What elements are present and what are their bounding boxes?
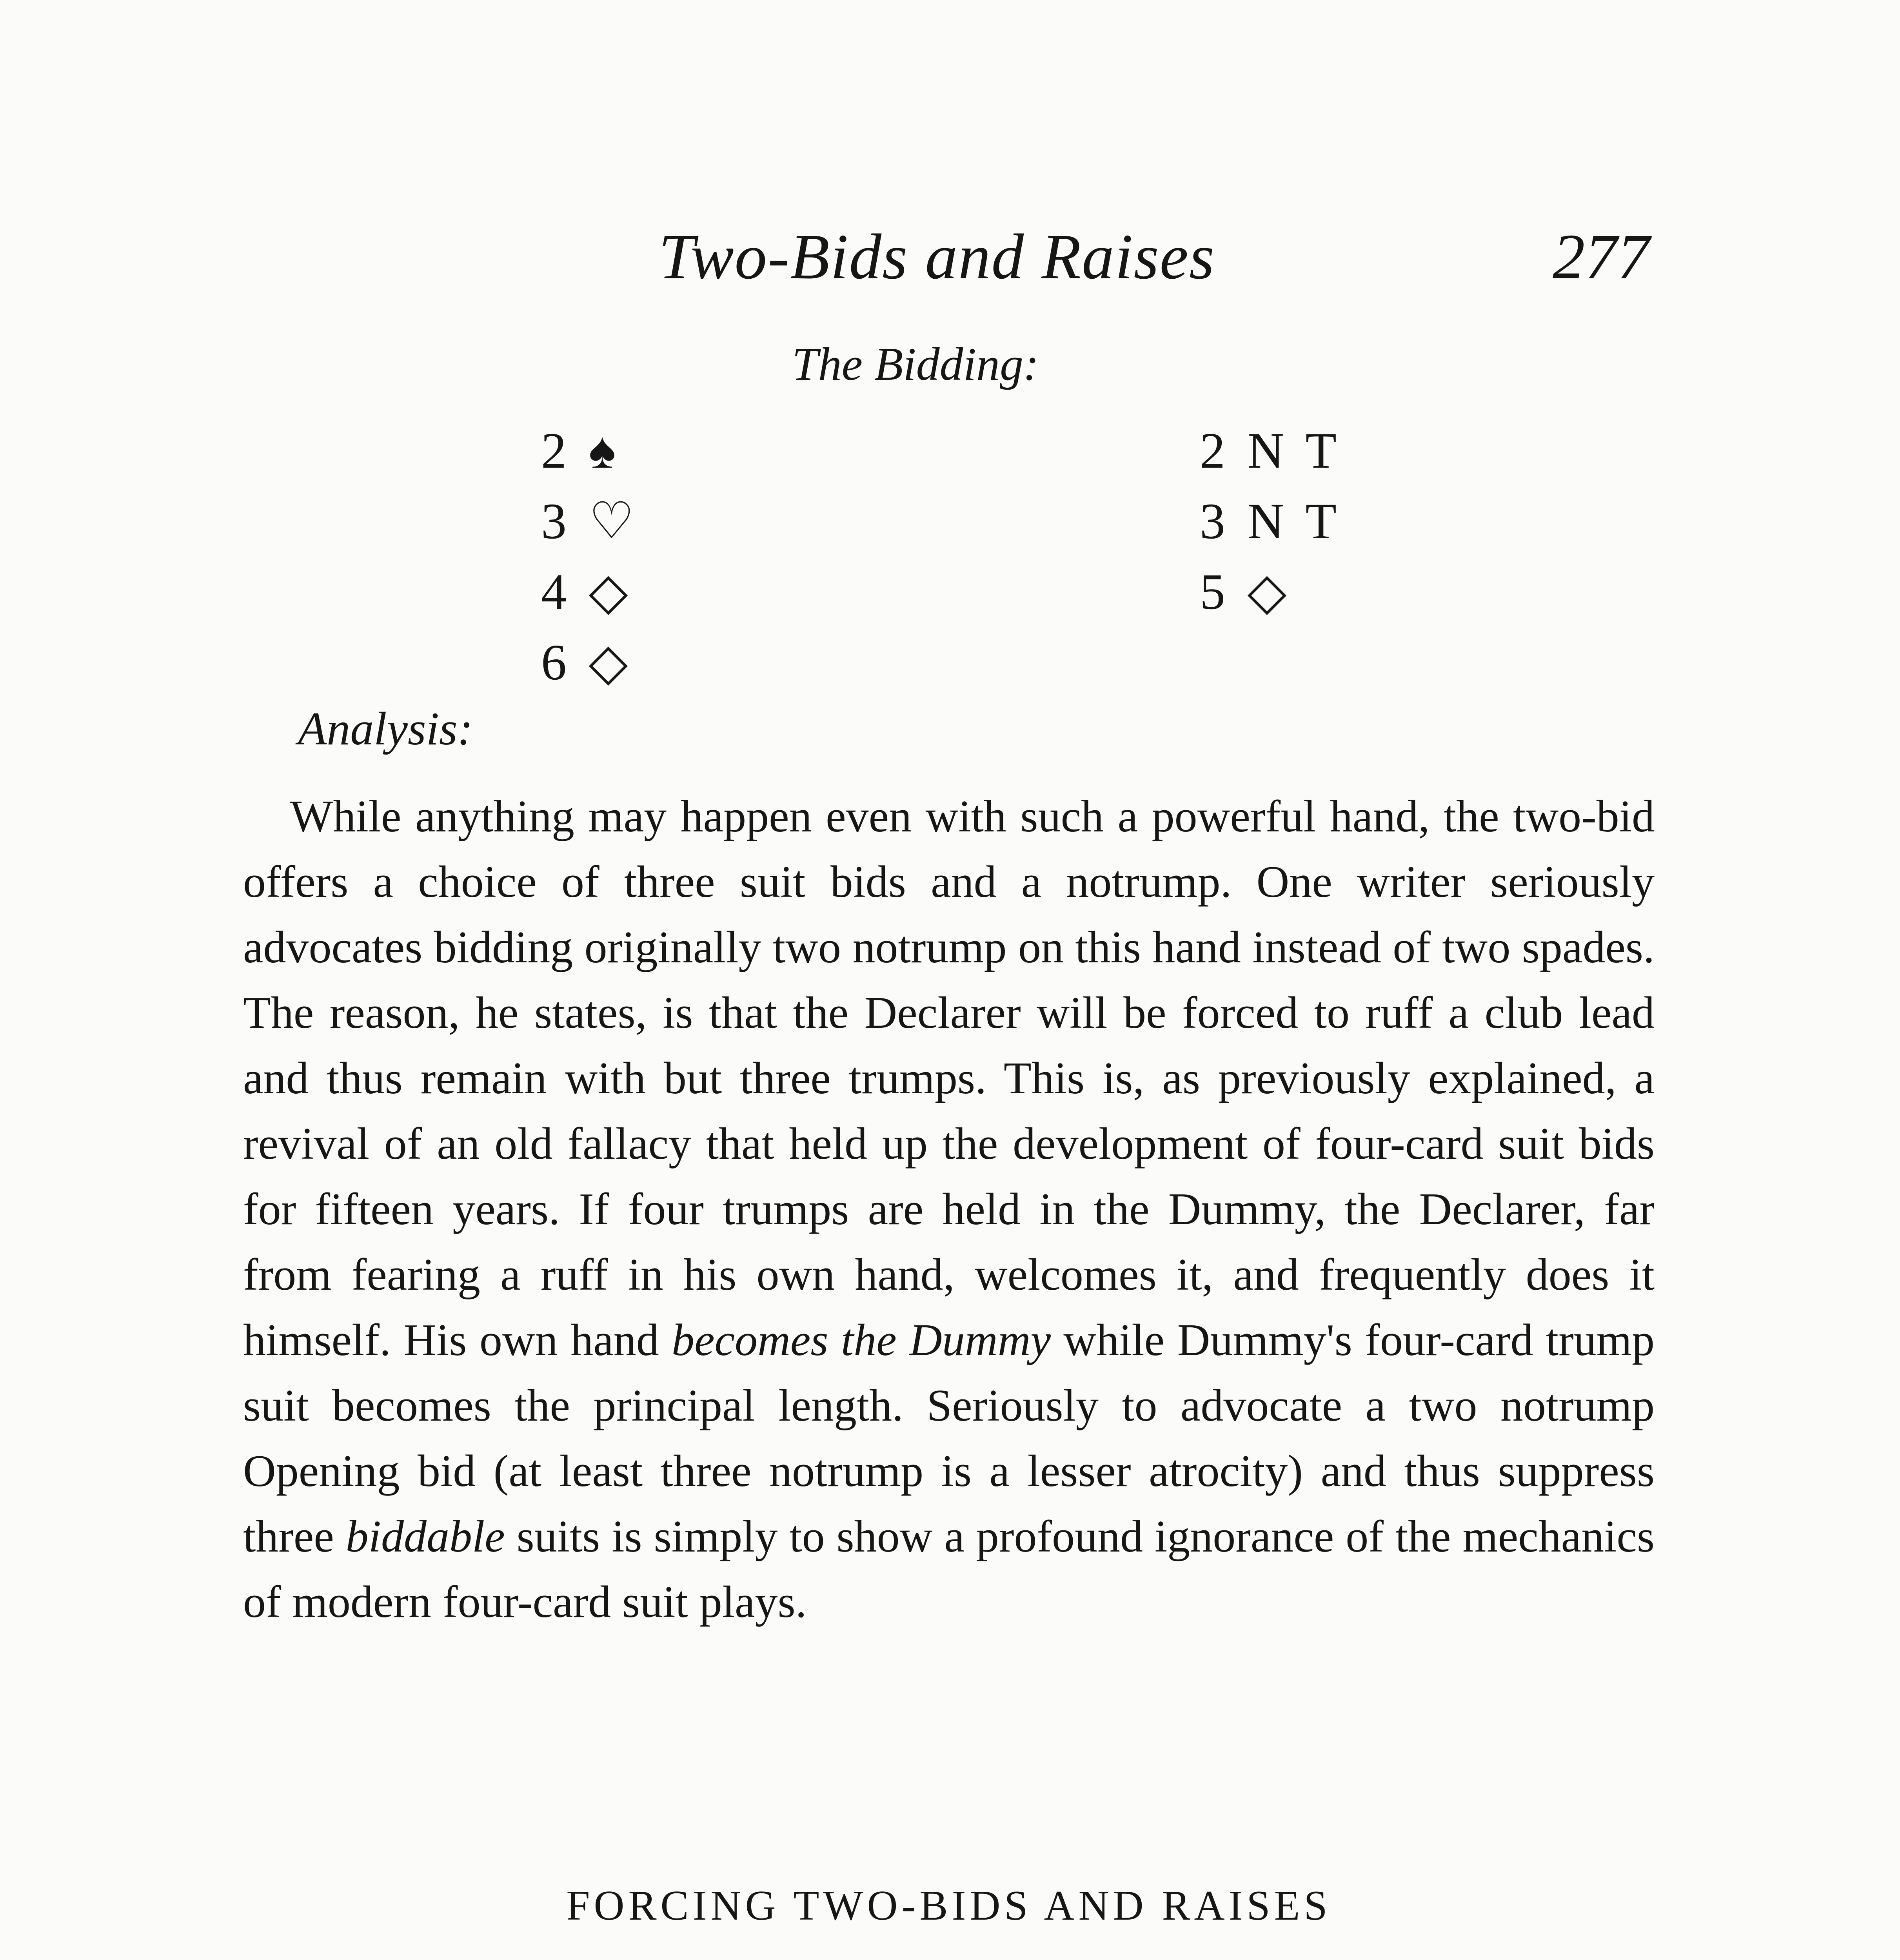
analysis-paragraph (243, 784, 1655, 1635)
analysis-italic-biddable: biddable (345, 1512, 505, 1562)
bid-left-1: 2 ♠ (541, 423, 621, 479)
analysis-text-part: suits is simply to show a profound ignorance of the mechanics of modern four-card suit plays. (243, 1512, 1655, 1627)
bid-left-4: 6 ◇ (541, 634, 633, 691)
analysis-text-part: While anything may happen even with such a powerful hand, the two-bid offers a choice of three suit bids and a notrump. One writer seriously advocates bidding originally two notrump on this hand instead of two spades. The reason, he states, is that the Declarer will be forced to ruff a club lead and thus remain with but three trumps. This is, as previously explained, a revival of an old fallacy that held up the development of four-card suit bids for fifteen years. If four trumps are held in the Dummy, the Declarer, far from fearing a ruff in his own hand, welcomes it, and frequently does it himself. His own hand (243, 791, 1655, 1365)
bid-left-3: 4 ◇ (541, 564, 633, 620)
bid-right-1: 2 N T (1200, 423, 1341, 479)
section-heading: FORCING TWO-BIDS AND RAISES (566, 1882, 1331, 1929)
bid-left-2: 3 ♡ (541, 493, 639, 550)
page-number: 277 (1553, 221, 1650, 292)
analysis-text-part: while Dummy's four-card trump suit becomes the principal length. Seriously to advocate a two notrump Opening bid (at least three notrump is a lesser atrocity) and thus suppress three (243, 1315, 1655, 1562)
bidding-right-column (1200, 416, 1341, 627)
bidding-caption: The Bidding: (792, 338, 1039, 390)
analysis-italic-dummy: becomes the Dummy (672, 1315, 1051, 1365)
running-head-title: Two-Bids and Raises (659, 221, 1215, 292)
bid-right-3: 5 ◇ (1200, 564, 1291, 620)
bidding-left-column (541, 416, 639, 698)
analysis-text (243, 784, 1655, 1635)
bid-right-2: 3 N T (1200, 493, 1341, 550)
analysis-label: Analysis: (298, 702, 473, 755)
